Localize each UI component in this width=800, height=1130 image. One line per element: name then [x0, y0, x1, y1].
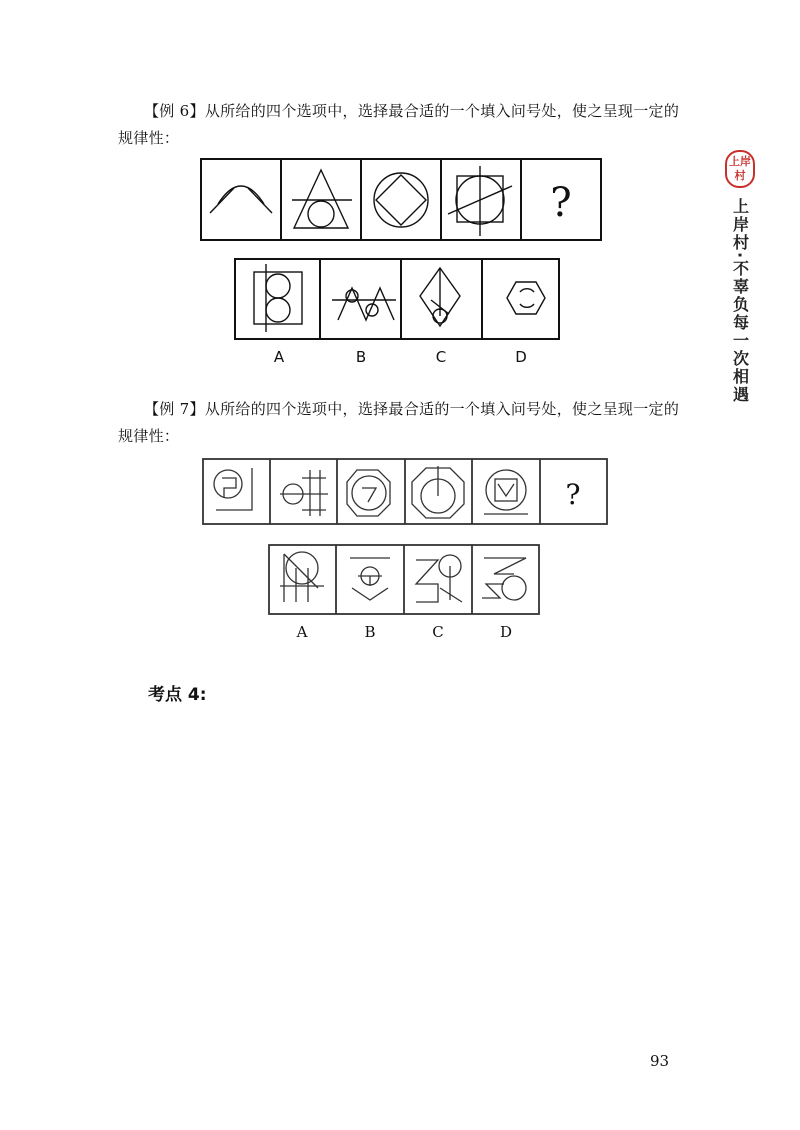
slogan: 上岸村·不辜负每一次相遇 [730, 198, 750, 405]
example6-question-figures [200, 158, 604, 242]
example7-option-b-figure [350, 558, 390, 600]
example6-option-a-label: A [273, 348, 285, 366]
example7-option-b-label: B [364, 623, 376, 641]
example6-figure-3 [374, 173, 428, 227]
example6-option-d-label: D [515, 348, 527, 366]
example6-option-b-figure [332, 288, 396, 320]
example7-question [118, 396, 688, 450]
example6-question-mark: ? [550, 180, 572, 226]
example7-option-c-label: C [432, 623, 444, 641]
example7-options [268, 544, 542, 644]
example7-option-a-figure [280, 552, 324, 602]
example7-question-figures [202, 458, 610, 528]
example7-option-d-figure [482, 558, 526, 600]
example6-option-b-label: B [355, 348, 367, 366]
example7-figure-3 [347, 470, 390, 516]
example7-figure-4 [412, 466, 464, 518]
example6-option-c-label: C [435, 348, 447, 366]
example7-option-d-label: D [499, 623, 513, 641]
example6-option-d-figure [507, 282, 545, 314]
example7-figure-1 [214, 468, 252, 510]
example6-figure-4 [448, 166, 512, 236]
example7-option-c-figure [416, 555, 462, 602]
side-brand [722, 150, 758, 404]
example7-figure-5 [484, 470, 528, 514]
example6-question [118, 98, 688, 152]
example6-options [234, 258, 562, 368]
seal-logo: 上岸村 [725, 150, 755, 188]
section-heading: 考点 4: [148, 685, 207, 705]
example7-question-mark: ? [565, 478, 581, 511]
example6-figure-2 [292, 170, 352, 228]
example6-question-text: 从所给的四个选项中，选择最合适的一个填入问号处，使之呈现一定的规律性： [118, 102, 680, 147]
example7-option-a-label: A [296, 623, 308, 641]
page-number: 93 [650, 1052, 670, 1070]
example6-tag: 【例 6】 [144, 102, 205, 120]
example6-figure-1 [210, 186, 272, 213]
example7-figure-2 [280, 470, 328, 516]
example7-tag: 【例 7】 [144, 400, 205, 418]
example6-option-a-figure [254, 264, 302, 332]
example6-option-c-figure [420, 268, 460, 326]
example7-question-text: 从所给的四个选项中，选择最合适的一个填入问号处，使之呈现一定的规律性： [118, 400, 680, 445]
